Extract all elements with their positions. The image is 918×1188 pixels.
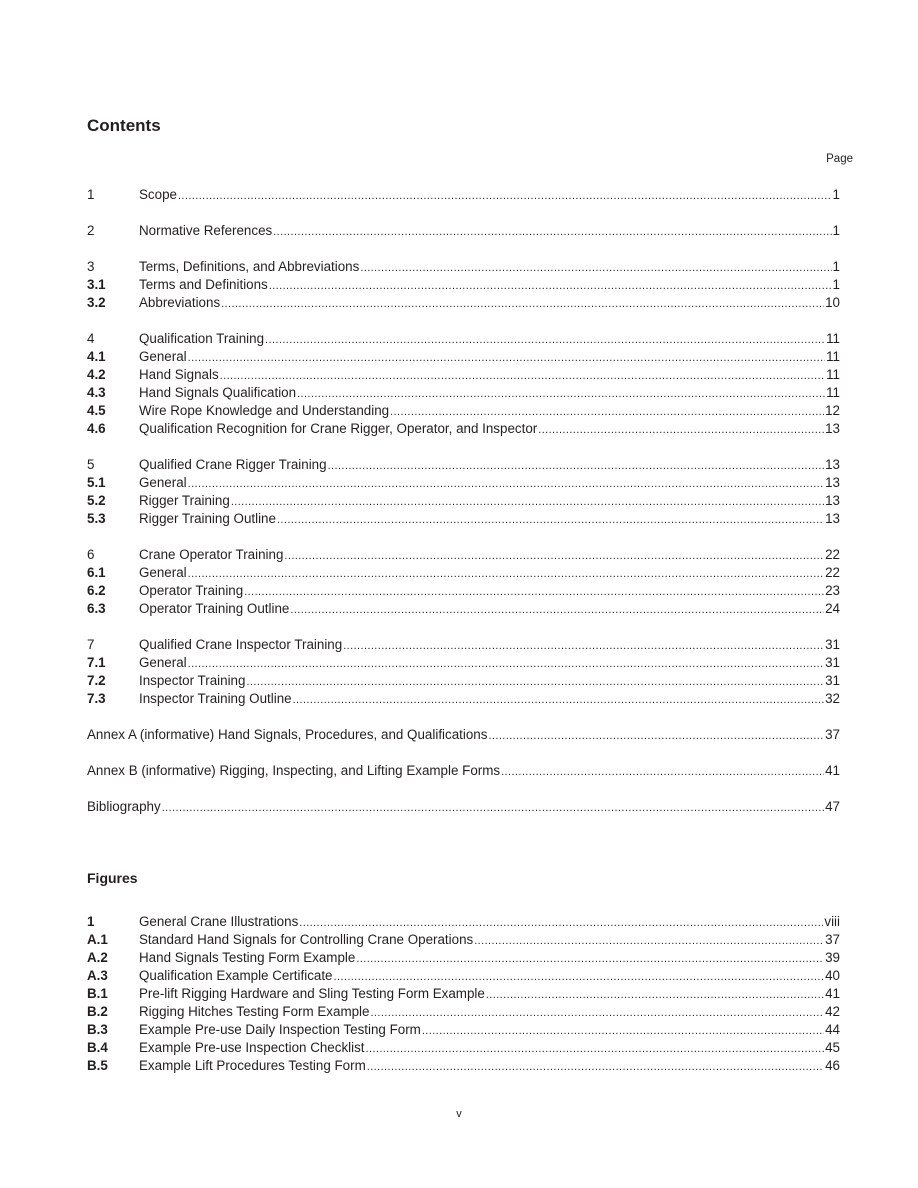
- toc-group: [87, 186, 840, 204]
- entry-number: 7: [87, 637, 95, 652]
- toc-entry[interactable]: [87, 636, 840, 654]
- entry-title: Standard Hand Signals for Controlling Crane Operations: [139, 932, 474, 947]
- entry-page: 11: [826, 367, 840, 382]
- entry-number: 4.1: [87, 349, 106, 364]
- entry-number: 3.1: [87, 277, 106, 292]
- toc-entry[interactable]: [87, 474, 840, 492]
- dot-leader: [297, 385, 825, 403]
- toc-entry[interactable]: [87, 564, 840, 582]
- toc-entry[interactable]: [87, 546, 840, 564]
- entry-page: 32: [825, 691, 840, 706]
- entry-number: B.2: [87, 1004, 108, 1019]
- entry-title: General: [139, 655, 187, 670]
- entry-title: General: [139, 475, 187, 490]
- entry-number: 6.3: [87, 601, 106, 616]
- entry-number: 5.2: [87, 493, 106, 508]
- dot-leader: [162, 799, 824, 817]
- entry-page: 1: [832, 223, 840, 238]
- entry-title: Crane Operator Training: [139, 547, 284, 562]
- entry-page: 11: [826, 349, 840, 364]
- entry-number: 7.2: [87, 673, 106, 688]
- entry-title: Annex A (informative) Hand Signals, Procedures, and Qualifications: [87, 727, 488, 742]
- list-of-figures: [87, 913, 840, 1075]
- figure-entry[interactable]: [87, 967, 840, 985]
- entry-page: 42: [825, 1004, 840, 1019]
- entry-page: 11: [826, 385, 840, 400]
- entry-title: Pre-lift Rigging Hardware and Sling Testing Form Example: [139, 986, 485, 1001]
- figure-entry[interactable]: [87, 1003, 840, 1021]
- dot-leader: [370, 1004, 824, 1022]
- dot-leader: [486, 986, 824, 1004]
- toc-entry[interactable]: [87, 456, 840, 474]
- entry-number: 3.2: [87, 295, 106, 310]
- toc-entry[interactable]: [87, 510, 840, 528]
- figure-entry[interactable]: [87, 985, 840, 1003]
- table-of-contents: [87, 186, 840, 834]
- toc-group: [87, 330, 840, 438]
- entry-page: 37: [825, 727, 840, 742]
- entry-page: 23: [825, 583, 840, 598]
- entry-number: 4.2: [87, 367, 106, 382]
- dot-leader: [290, 601, 824, 619]
- toc-entry[interactable]: [87, 258, 840, 276]
- dot-leader: [343, 637, 824, 655]
- dot-leader: [293, 691, 825, 709]
- entry-number: 7.1: [87, 655, 106, 670]
- entry-page: 40: [825, 968, 840, 983]
- entry-page: 13: [825, 457, 840, 472]
- entry-page: 44: [825, 1022, 840, 1037]
- entry-title: Example Pre-use Daily Inspection Testing Form: [139, 1022, 421, 1037]
- dot-leader: [188, 565, 824, 583]
- toc-entry[interactable]: [87, 582, 840, 600]
- entry-number: 1: [87, 187, 95, 202]
- toc-group: [87, 258, 840, 312]
- dot-leader: [188, 475, 824, 493]
- dot-leader: [356, 950, 824, 968]
- entry-title: Terms, Definitions, and Abbreviations: [139, 259, 360, 274]
- toc-entry[interactable]: [87, 222, 840, 240]
- toc-entry[interactable]: [87, 402, 840, 420]
- dot-leader: [220, 367, 825, 385]
- toc-group: [87, 546, 840, 618]
- entry-title: Qualified Crane Inspector Training: [139, 637, 343, 652]
- toc-entry[interactable]: [87, 294, 840, 312]
- dot-leader: [269, 277, 832, 295]
- entry-title: Bibliography: [87, 799, 161, 814]
- figure-entry[interactable]: [87, 931, 840, 949]
- toc-group: [87, 636, 840, 708]
- figure-entry[interactable]: [87, 1021, 840, 1039]
- entry-title: Operator Training Outline: [139, 601, 290, 616]
- entry-page: 24: [825, 601, 840, 616]
- dot-leader: [390, 403, 824, 421]
- entry-page: 1: [832, 259, 840, 274]
- dot-leader: [334, 968, 825, 986]
- toc-entry[interactable]: [87, 276, 840, 294]
- dot-leader: [360, 259, 831, 277]
- entry-page: 31: [825, 673, 840, 688]
- dot-leader: [188, 655, 824, 673]
- dot-leader: [474, 932, 824, 950]
- entry-page: 41: [825, 986, 840, 1001]
- toc-entry[interactable]: [87, 492, 840, 510]
- dot-leader: [422, 1022, 824, 1040]
- figures-heading: Figures: [87, 870, 138, 886]
- dot-leader: [265, 331, 825, 349]
- entry-number: 1: [87, 914, 95, 929]
- entry-page: 13: [825, 421, 840, 436]
- entry-page: 31: [825, 655, 840, 670]
- entry-page: 13: [825, 493, 840, 508]
- entry-title: Example Lift Procedures Testing Form: [139, 1058, 366, 1073]
- entry-title: General Crane Illustrations: [139, 914, 299, 929]
- entry-title: Inspector Training Outline: [139, 691, 292, 706]
- toc-group: [87, 798, 840, 816]
- entry-title: Rigger Training: [139, 493, 230, 508]
- toc-entry[interactable]: [87, 384, 840, 402]
- entry-page: 1: [832, 277, 840, 292]
- entry-number: 6.1: [87, 565, 106, 580]
- entry-title: Operator Training: [139, 583, 244, 598]
- entry-number: 4: [87, 331, 95, 346]
- toc-entry[interactable]: [87, 798, 840, 816]
- page-title: Contents: [87, 116, 161, 135]
- entry-page: 22: [825, 547, 840, 562]
- dot-leader: [488, 727, 824, 745]
- entry-title: Hand Signals Testing Form Example: [139, 950, 356, 965]
- entry-page: 31: [825, 637, 840, 652]
- entry-title: Abbreviations: [139, 295, 221, 310]
- entry-page: 1: [832, 187, 840, 202]
- entry-title: Wire Rope Knowledge and Understanding: [139, 403, 390, 418]
- toc-entry[interactable]: [87, 726, 840, 744]
- dot-leader: [366, 1040, 825, 1058]
- toc-group: [87, 456, 840, 528]
- entry-number: B.3: [87, 1022, 108, 1037]
- toc-entry[interactable]: [87, 762, 840, 780]
- entry-number: 6: [87, 547, 95, 562]
- entry-title: Qualification Training: [139, 331, 265, 346]
- entry-title: Inspector Training: [139, 673, 246, 688]
- page-number: v: [456, 1108, 462, 1120]
- toc-entry[interactable]: [87, 654, 840, 672]
- entry-title: Rigger Training Outline: [139, 511, 276, 526]
- entry-page: 11: [826, 331, 840, 346]
- toc-entry[interactable]: [87, 330, 840, 348]
- figure-entry[interactable]: [87, 1057, 840, 1075]
- dot-leader: [273, 223, 831, 241]
- entry-title: General: [139, 565, 187, 580]
- toc-entry[interactable]: [87, 420, 840, 438]
- entry-page: 41: [825, 763, 840, 778]
- dot-leader: [367, 1058, 824, 1076]
- dot-leader: [328, 457, 825, 475]
- entry-title: Rigging Hitches Testing Form Example: [139, 1004, 370, 1019]
- entry-number: 4.5: [87, 403, 106, 418]
- entry-page: 47: [825, 799, 840, 814]
- dot-leader: [299, 914, 823, 932]
- entry-number: 3: [87, 259, 95, 274]
- entry-title: Annex B (informative) Rigging, Inspecting, and Lifting Example Forms: [87, 763, 501, 778]
- figure-entry[interactable]: [87, 1039, 840, 1057]
- entry-page: 39: [825, 950, 840, 965]
- entry-page: 12: [825, 403, 840, 418]
- entry-page: 37: [825, 932, 840, 947]
- entry-title: Hand Signals: [139, 367, 219, 382]
- entry-number: 6.2: [87, 583, 106, 598]
- dot-leader: [221, 295, 824, 313]
- toc-group: [87, 222, 840, 240]
- dot-leader: [178, 187, 832, 205]
- figure-entry[interactable]: [87, 949, 840, 967]
- dot-leader: [244, 583, 824, 601]
- toc-entry[interactable]: [87, 366, 840, 384]
- entry-page: 45: [825, 1040, 840, 1055]
- figure-entry[interactable]: [87, 913, 840, 931]
- dot-leader: [277, 511, 824, 529]
- toc-entry[interactable]: [87, 672, 840, 690]
- entry-number: B.4: [87, 1040, 108, 1055]
- toc-group: [87, 762, 840, 780]
- dot-leader: [284, 547, 824, 565]
- dot-leader: [188, 349, 825, 367]
- entry-page: 46: [825, 1058, 840, 1073]
- entry-number: 2: [87, 223, 95, 238]
- entry-number: B.1: [87, 986, 108, 1001]
- dot-leader: [231, 493, 824, 511]
- page-column-label: Page: [826, 153, 853, 165]
- dot-leader: [246, 673, 824, 691]
- entry-number: 7.3: [87, 691, 106, 706]
- entry-title: General: [139, 349, 187, 364]
- entry-number: 5: [87, 457, 95, 472]
- entry-number: A.3: [87, 968, 108, 983]
- dot-leader: [538, 421, 824, 439]
- entry-number: 5.3: [87, 511, 106, 526]
- toc-group: [87, 726, 840, 744]
- entry-number: A.2: [87, 950, 108, 965]
- dot-leader: [501, 763, 824, 781]
- entry-page: 22: [825, 565, 840, 580]
- entry-title: Qualification Recognition for Crane Rigger, Operator, and Inspector: [139, 421, 538, 436]
- toc-entry[interactable]: [87, 600, 840, 618]
- entry-title: Terms and Definitions: [139, 277, 268, 292]
- entry-title: Qualified Crane Rigger Training: [139, 457, 327, 472]
- toc-entry[interactable]: [87, 186, 840, 204]
- entry-title: Hand Signals Qualification: [139, 385, 297, 400]
- entry-page: viii: [824, 914, 840, 929]
- entry-number: 4.6: [87, 421, 106, 436]
- entry-title: Scope: [139, 187, 177, 202]
- entry-page: 10: [825, 295, 840, 310]
- entry-number: 5.1: [87, 475, 106, 490]
- toc-entry[interactable]: [87, 348, 840, 366]
- entry-number: 4.3: [87, 385, 106, 400]
- toc-entry[interactable]: [87, 690, 840, 708]
- entry-page: 13: [825, 475, 840, 490]
- entry-title: Normative References: [139, 223, 273, 238]
- entry-title: Qualification Example Certificate: [139, 968, 333, 983]
- entry-page: 13: [825, 511, 840, 526]
- entry-number: B.5: [87, 1058, 108, 1073]
- entry-number: A.1: [87, 932, 108, 947]
- entry-title: Example Pre-use Inspection Checklist: [139, 1040, 365, 1055]
